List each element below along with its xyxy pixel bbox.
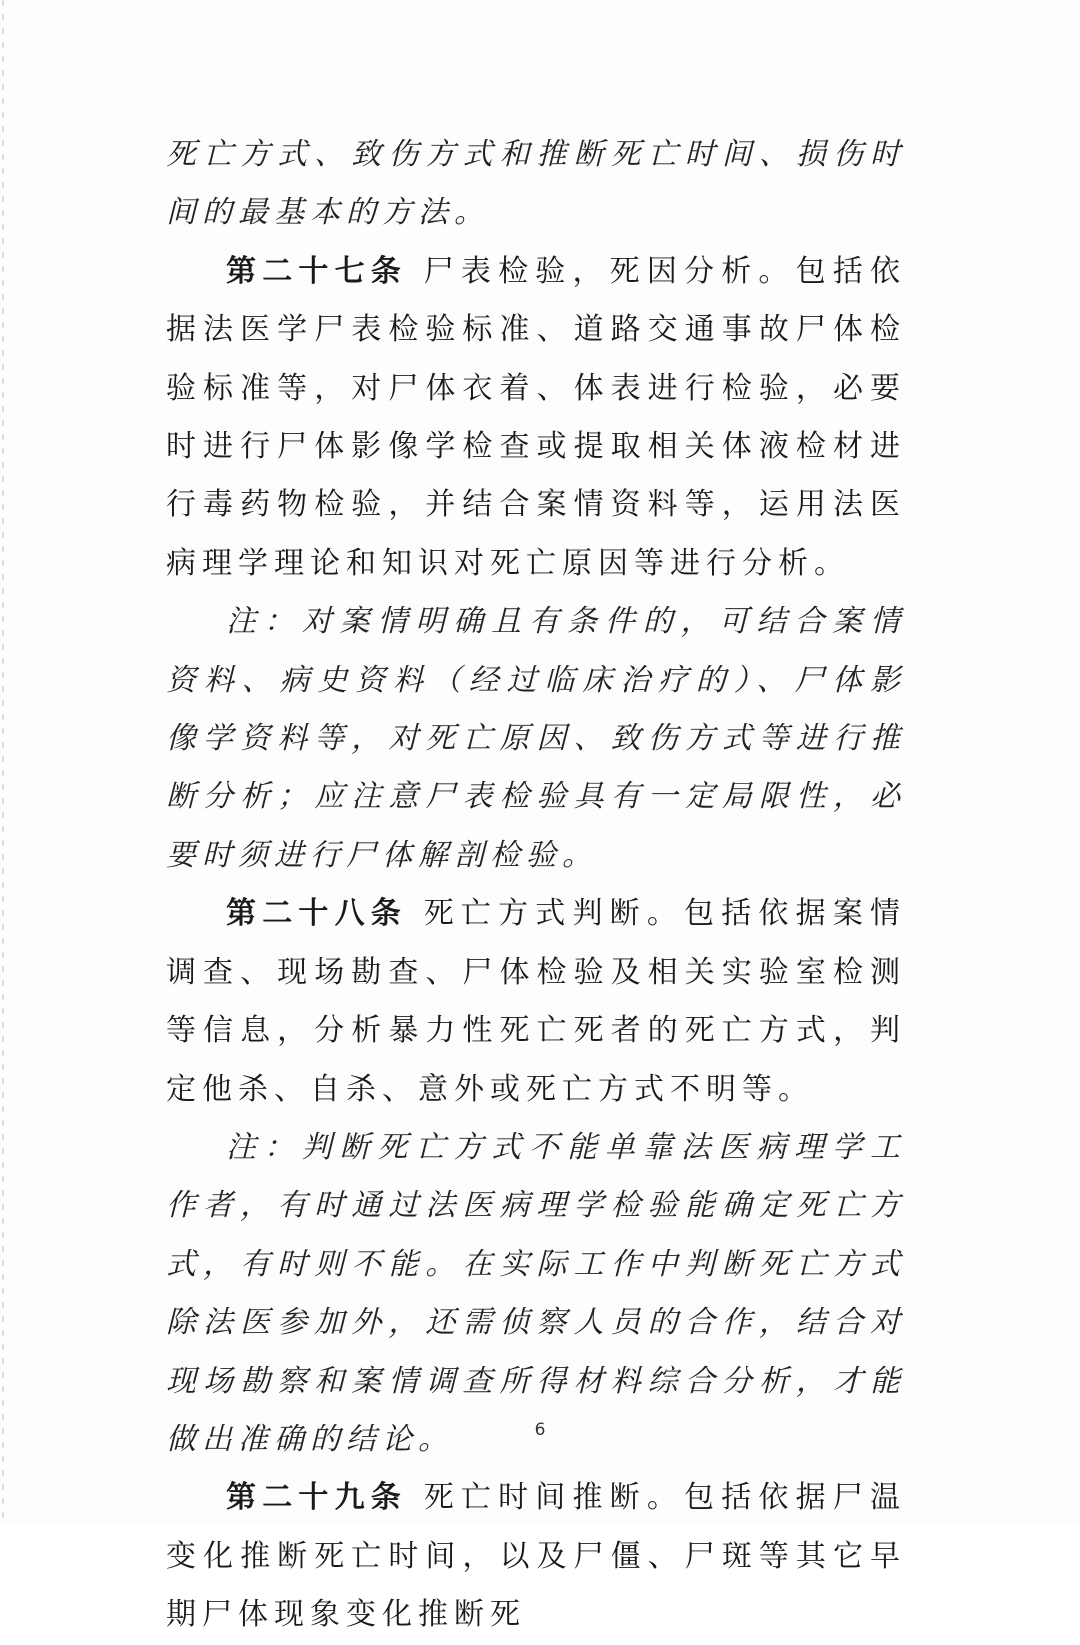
article-heading: 第二十九条 (226, 1480, 407, 1516)
paragraph-continuation (166, 126, 906, 243)
article-heading: 第二十七条 (226, 253, 407, 289)
paragraph-text: 死亡时间推断。包括依据尸温变化推断死亡时间，以及尸僵、尸斑等其它早期尸体现象变化推断死 (166, 1480, 907, 1633)
paragraph-note-27 (166, 593, 906, 885)
page-number: 6 (534, 1420, 546, 1440)
paragraph-article-29 (166, 1469, 906, 1644)
paragraph-text: 死亡方式、致伤方式和推断死亡时间、损伤时间的最基本的方法。 (166, 137, 906, 231)
paragraph-text: 注：判断死亡方式不能单靠法医病理学工作者，有时通过法医病理学检验能确定死亡方式，有时则不能。在实际工作中判断死亡方式除法医参加外，还需侦察人员的合作，结合对现场勘察和案情调查所得材料综合分析，才能做出准确的结论。 (166, 1129, 906, 1457)
paragraph-article-28 (166, 885, 906, 1119)
scan-edge-artifact (2, 0, 4, 1524)
paragraph-text: 注：对案情明确且有条件的，可结合案情资料、病史资料（经过临床治疗的）、尸体影像学资料等，对死亡原因、致伤方式等进行推断分析；应注意尸表检验具有一定局限性，必要时须进行尸体解剖检验。 (166, 604, 906, 873)
paragraph-article-27 (166, 243, 906, 593)
paragraph-text: 尸表检验，死因分析。包括依据法医学尸表检验标准、道路交通事故尸体检验标准等，对尸体衣着、体表进行检验，必要时进行尸体影像学检查或提取相关体液检材进行毒药物检验，并结合案情资料等，运用法医病理学理论和知识对死亡原因等进行分析。 (166, 253, 907, 581)
paragraph-note-28 (166, 1119, 906, 1469)
paragraph-text: 死亡方式判断。包括依据案情调查、现场勘查、尸体检验及相关实验室检测等信息，分析暴力性死亡死者的死亡方式，判定他杀、自杀、意外或死亡方式不明等。 (166, 896, 907, 1107)
article-heading: 第二十八条 (226, 896, 407, 932)
document-body (166, 126, 906, 1645)
